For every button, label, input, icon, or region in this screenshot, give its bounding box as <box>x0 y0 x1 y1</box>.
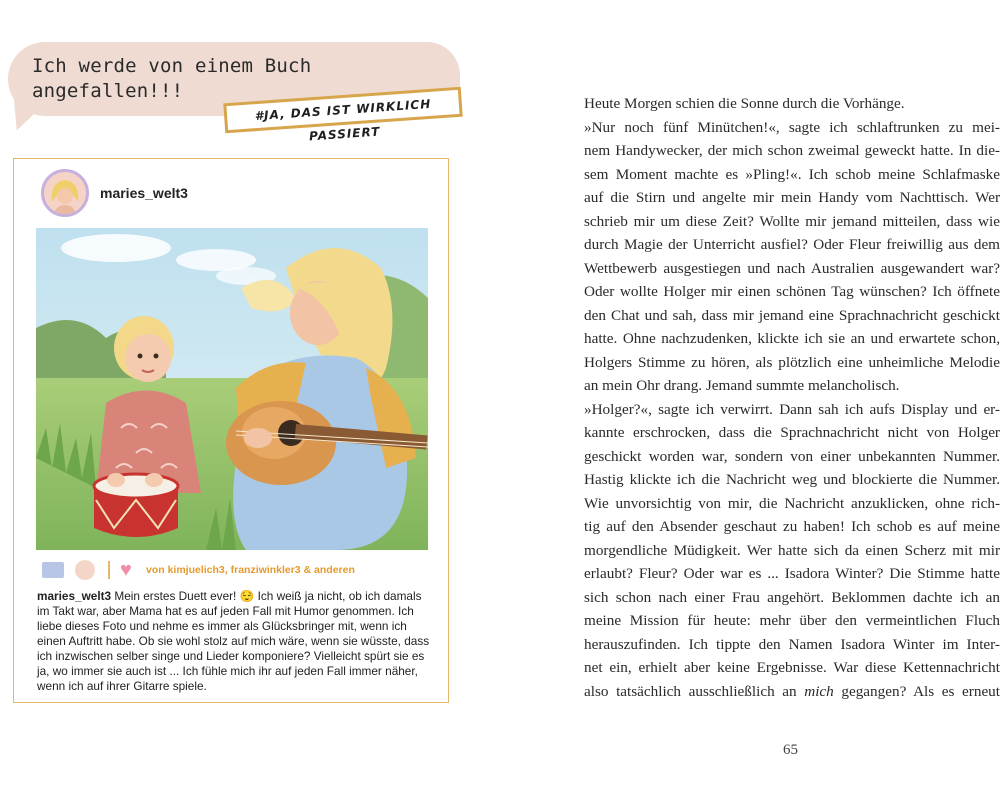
story-line: kannte erschrocken, dass die Sprachnachricht nicht von Holger <box>584 424 1000 441</box>
story-line: Heute Morgen schien die Sonne durch die Vorhänge. <box>584 95 905 112</box>
mail-icon[interactable] <box>42 562 64 578</box>
story-line: morgendliche Müdigkeit. Wer hatte sich da einen Scherz mit mir <box>584 541 1000 559</box>
speech-bubble-icon[interactable] <box>75 560 95 580</box>
story-line: an mein Ohr drang. Jemand summte melancholisch. <box>584 377 900 394</box>
likes-text[interactable]: von kimjuelich3, franziwinkler3 & anderen <box>146 564 355 576</box>
story-line: Oder wollte Holger mir einen schönen Tag wünschen? Ich öffnete <box>584 283 1000 300</box>
caption-text: Mein erstes Duett ever! 😌 Ich weiß ja nicht, ob ich damals im Takt war, aber Mama hat es auf jeden Fall mit Humor genommen. Ich liebe dieses Foto und nehme es immer als Glücksbringer mit, wenn ich einen Auftritt habe. Ob sie wohl stolz auf mich wäre, wenn sie wüsste, dass ich inzwischen selber singe und Lieder komponiere? Vielleicht spürt sie es ja, wo immer sie auch ist ... Ich fühle mich ihr auf jeden Fall immer näher, wenn ich auf ihrer Gitarre spiele. <box>37 589 430 693</box>
story-line: meine Mission für heute: mehr über den vermeintlichen Fluch <box>584 612 1000 629</box>
story-line: durch Magie der Unterricht ausfiel? Oder Fleur freiwillig aus dem <box>584 236 1000 253</box>
avatar-portrait <box>44 172 86 214</box>
heart-icon[interactable]: ♥ <box>120 559 132 581</box>
story-line: erlaubt? Fleur? Oder war es ... Isadora Winter? Die Stimme hatte <box>584 565 1000 582</box>
post-username[interactable]: maries_welt3 <box>100 185 188 201</box>
story-text-after: gegangen? Als es erneut <box>833 682 1000 700</box>
story-line: tig auf den Absender geschaut zu haben! Ich schob es auf meine <box>584 518 1000 535</box>
story-line: »Holger?«, sagte ich verwirrt. Dann sah ich aufs Display und er- <box>584 400 1000 418</box>
story-emphasis: mich <box>804 682 834 700</box>
story-text-before: also tatsächlich ausschließlich an <box>584 682 805 700</box>
story-line: Wie unvorsichtig von mir, die Nachricht anzuklicken, ohne rich- <box>584 494 1000 512</box>
story-line: »Nur noch fünf Minütchen!«, sagte ich schlaftrunken zu mei- <box>584 118 1000 136</box>
avatar[interactable] <box>41 169 89 217</box>
story-line: nem Handywecker, der mich schon zweimal geweckt hatte. In die- <box>584 142 1000 159</box>
post-caption <box>37 589 435 694</box>
story-line: sem Moment machte es »Pling!«. Ich schob meine Schlafmaske <box>584 165 1000 183</box>
story-line: Wettbewerb ausgestiegen und nach Australien ausgewandert war? <box>584 259 1000 277</box>
mother-daughter-guitar-illustration <box>36 228 428 550</box>
story-line: schrieb mir um diese Zeit? Wollte mir jemand mitteilen, dass wie <box>584 212 1000 230</box>
story-line: den Chat und sah, dass mir jemand eine Sprachnachricht geschickt <box>584 306 1000 324</box>
social-post <box>13 158 449 703</box>
story-line: sich schon nach einer Frau angehört. Beklommen dachte ich an <box>584 588 1000 606</box>
caption-username[interactable]: maries_welt3 <box>37 589 112 603</box>
story-line: Holgers Stimme zu hören, als plötzlich eine unheimliche Melodie <box>584 353 1000 371</box>
story-line: hatte. Ohne nachzudenken, klickte ich sie an und erwartete schon, <box>584 330 1000 347</box>
story-line: Hastig klickte ich die Nachricht weg und blockierte die Nummer. <box>584 471 1000 488</box>
post-illustration <box>36 228 428 550</box>
post-actions <box>42 559 438 583</box>
story-text <box>584 92 1000 703</box>
divider <box>108 561 110 579</box>
story-line: net ein, erhielt aber keine Ergebnisse. War diese Kettennachricht <box>584 659 1000 676</box>
page-number: 65 <box>783 742 798 758</box>
hashtag-text: #JA, DAS IST WIRKLICH PASSIERT <box>254 96 432 144</box>
story-line: auf die Stirn und angelte mir mein Handy vom Nachttisch. Wer <box>584 189 1000 206</box>
story-line: herauszufinden. Ich tippte den Namen Isadora Winter im Inter- <box>584 635 1000 653</box>
story-line: geschickt worden war, sondern von einer unbekannten Nummer. <box>584 447 1000 465</box>
story-line-last <box>584 680 1000 704</box>
chapter-title: Ich werde von einem Buch angefallen!!! <box>32 55 312 102</box>
